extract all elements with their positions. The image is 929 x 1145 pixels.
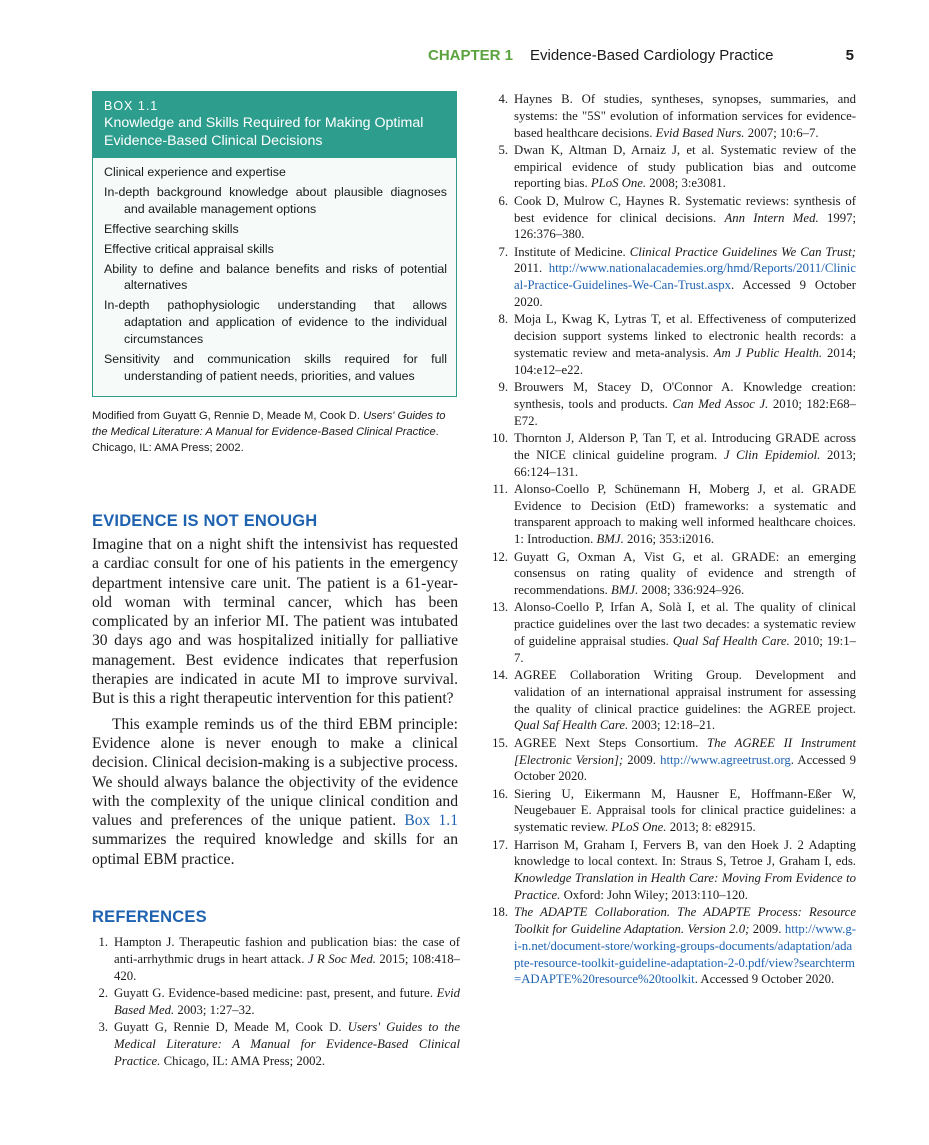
section-heading: EVIDENCE IS NOT ENOUGH <box>92 512 318 530</box>
box-item: Clinical experience and expertise <box>104 165 286 179</box>
references-heading: REFERENCES <box>92 908 207 926</box>
references-list-left <box>92 934 460 1070</box>
reference-number: 9. <box>498 380 508 395</box>
reference-number: 2. <box>98 985 108 1000</box>
box-header <box>93 92 456 158</box>
paragraph-2: This example reminds us of the third EBM principle: Evidence alone is never enough to make a clinical decision. Clinical decision-making is a subjective process. We should always balance the objectivity of the evidence with the complexity of the unique clinical condition and values and preferences of the unique patient. Box 1.1 summarizes the required knowledge and skills for an optimal EBM practice. <box>92 715 458 868</box>
reference-number: 4. <box>498 92 508 106</box>
reference-item: 10. Thornton J, Alderson P, Tan T, et al. Introducing GRADE across the NICE clinical guideline program. J Clin Epidemiol. 2013; 66:124–131. <box>492 430 856 480</box>
reference-item: 6. Cook D, Mulrow C, Haynes R. Systematic reviews: synthesis of best evidence for clinical decisions. Ann Intern Med. 1997; 126:376–380. <box>492 193 856 243</box>
section-body <box>92 535 458 869</box>
reference-number: 13. <box>492 600 508 615</box>
box-item: Effective searching skills <box>104 221 239 236</box>
box-1-1 <box>92 91 457 397</box>
reference-item: 11. Alonso-Coello P, Schünemann H, Moberg J, et al. GRADE Evidence to Decision (EtD) frameworks: a systematic and transparent approach to making well informed healthcare choices. 1: Introduction. BMJ. 2016; 353:i2016. <box>492 481 856 548</box>
reference-item: 8. Moja L, Kwag K, Lytras T, et al. Effectiveness of computerized decision support systems linked to electronic health records: a systematic review and meta-analysis. Am J Public Health. 2014; 104:e12–e22. <box>492 311 856 378</box>
paragraph-1: Imagine that on a night shift the intensivist has requested a cardiac consult for one of his patients in the emergency department intensive care unit. The patient is a 61-year-old woman with terminal cancer, which has been complicated by an inferior MI. The patient was intubated 30 days ago and was hospitalized initially for palliative management. Best evidence indicates that reperfusion therapies are indicated in acute MI to improve survival. But is this a right therapeutic intervention for this patient? <box>92 536 458 708</box>
running-header <box>380 47 858 69</box>
reference-number: 1. <box>98 935 108 949</box>
page-number: 5 <box>845 47 854 64</box>
reference-item: 12. Guyatt G, Oxman A, Vist G, et al. GRADE: an emerging consensus on rating quality of evidence and strength of recommendations. BMJ. 2008; 336:924–926. <box>492 549 856 599</box>
box-1-1-link[interactable]: Box 1.1 <box>404 812 458 830</box>
chapter-label: CHAPTER 1 <box>428 47 514 64</box>
box-item: Sensitivity and communication skills required for full understanding of patient needs, priorities, and values <box>104 351 447 383</box>
reference-number: 11. <box>492 481 508 496</box>
box-item: Ability to define and balance benefits and risks of potential alternatives <box>104 261 447 293</box>
box-item: In-depth pathophysiologic understanding that allows adaptation and application of evidence to the individual circumstances <box>104 298 447 346</box>
reference-item: 1. Hampton J. Therapeutic fashion and publication bias: the case of anti-arrhythmic drugs in heart attack. J R Soc Med. 2015; 108:418–420. <box>92 934 460 984</box>
reference-number: 6. <box>498 193 508 208</box>
reference-item: 3. Guyatt G, Rennie D, Meade M, Cook D. Users' Guides to the Medical Literature: A Manual for Evidence-Based Clinical Practice. Chicago, IL: AMA Press; 2002. <box>92 1019 460 1069</box>
reference-number: 18. <box>492 905 508 920</box>
box-item: In-depth background knowledge about plausible diagnoses and available management options <box>104 185 447 216</box>
reference-url-link[interactable]: http://www.g-i-n.net/document-store/working-groups-documents/adaptation/adapte-resource-toolkit-guideline-adaptation-2-0.pdf/view?searchterm=ADAPTE%20resource%20toolkit <box>514 922 856 987</box>
reference-number: 8. <box>498 312 508 327</box>
reference-item: 5. Dwan K, Altman D, Arnaiz J, et al. Systematic review of the empirical evidence of study publication bias and outcome reporting bias. PLoS One. 2008; 3:e3081. <box>492 142 856 192</box>
reference-item: 2. Guyatt G. Evidence-based medicine: past, present, and future. Evid Based Med. 2003; 1:27–32. <box>92 985 460 1019</box>
reference-number: 14. <box>492 668 508 683</box>
box-caption: Modified from Guyatt G, Rennie D, Meade M, Cook D. Users' Guides to the Medical Literature: A Manual for Evidence-Based Clinical Practice. Chicago, IL: AMA Press; 2002. <box>92 410 446 454</box>
reference-number: 3. <box>98 1019 108 1034</box>
reference-item: 9. Brouwers M, Stacey D, O'Connor A. Knowledge creation: synthesis, tools and products. Can Med Assoc J. 2010; 182:E68–E72. <box>492 379 856 429</box>
reference-item: 16. Siering U, Eikermann M, Hausner E, Hoffmann-Eßer W, Neugebauer E. Appraisal tools for clinical practice guidelines: a systematic review. PLoS One. 2013; 8: e82915. <box>492 786 856 836</box>
reference-number: 16. <box>492 786 508 801</box>
reference-item: 13. Alonso-Coello P, Irfan A, Solà I, et al. The quality of clinical practice guidelines over the last two decades: a systematic review of guideline appraisal studies. Qual Saf Health Care. 2010; 19:1–7. <box>492 599 856 666</box>
reference-number: 7. <box>498 244 508 259</box>
reference-number: 5. <box>498 142 508 157</box>
reference-number: 15. <box>492 735 508 750</box>
box-label: BOX 1.1 <box>104 99 159 113</box>
reference-number: 12. <box>492 549 508 564</box>
reference-item: 15. AGREE Next Steps Consortium. The AGREE II Instrument [Electronic Version]; 2009. http://www.agreetrust.org. Accessed 9 October 2020. <box>492 735 856 785</box>
references-list-right <box>492 91 856 989</box>
box-item: Effective critical appraisal skills <box>104 241 274 256</box>
chapter-title: Evidence-Based Cardiology Practice <box>530 47 774 64</box>
reference-item: 18. The ADAPTE Collaboration. The ADAPTE Process: Resource Toolkit for Guideline Adaptation. Version 2.0; 2009. http://www.g-i-n.net/document-store/working-groups-documents/adaptation/adapte-resource-toolkit-guideline-adaptation-2-0.pdf/view?searchterm=ADAPTE%20resource%20toolkit. Accessed 9 October 2020. <box>492 904 856 988</box>
reference-url-link[interactable]: http://www.agreetrust.org <box>660 752 791 767</box>
reference-item: 17. Harrison M, Graham I, Fervers B, van den Hoek J. 2 Adapting knowledge to local context. In: Straus S, Tetroe J, Graham I, eds. Knowledge Translation in Health Care: Moving From Evidence to Practice. Oxford: John Wiley; 2013:110–120. <box>492 837 856 904</box>
reference-number: 10. <box>492 430 508 445</box>
reference-url-link[interactable]: http://www.nationalacademies.org/hmd/Reports/2011/Clinical-Practice-Guidelines-We-Can-Trust.aspx <box>514 261 856 293</box>
box-item-list <box>93 158 456 384</box>
box-title: Knowledge and Skills Required for Making Optimal Evidence-Based Clinical Decisions <box>104 115 424 149</box>
reference-item: 7. Institute of Medicine. Clinical Practice Guidelines We Can Trust; 2011. http://www.nationalacademies.org/hmd/Reports/2011/Clinical-Practice-Guidelines-We-Can-Trust.aspx. Accessed 9 October 2020. <box>492 244 856 311</box>
reference-number: 17. <box>492 837 508 852</box>
reference-item: 14. AGREE Collaboration Writing Group. Development and validation of an international appraisal instrument for assessing the quality of clinical practice guidelines: the AGREE project. Qual Saf Health Care. 2003; 12:18–21. <box>492 667 856 734</box>
reference-item: 4. Haynes B. Of studies, syntheses, synopses, summaries, and systems: the "5S" evolution of information services for evidence-based healthcare decisions. Evid Based Nurs. 2007; 10:6–7. <box>492 91 856 141</box>
